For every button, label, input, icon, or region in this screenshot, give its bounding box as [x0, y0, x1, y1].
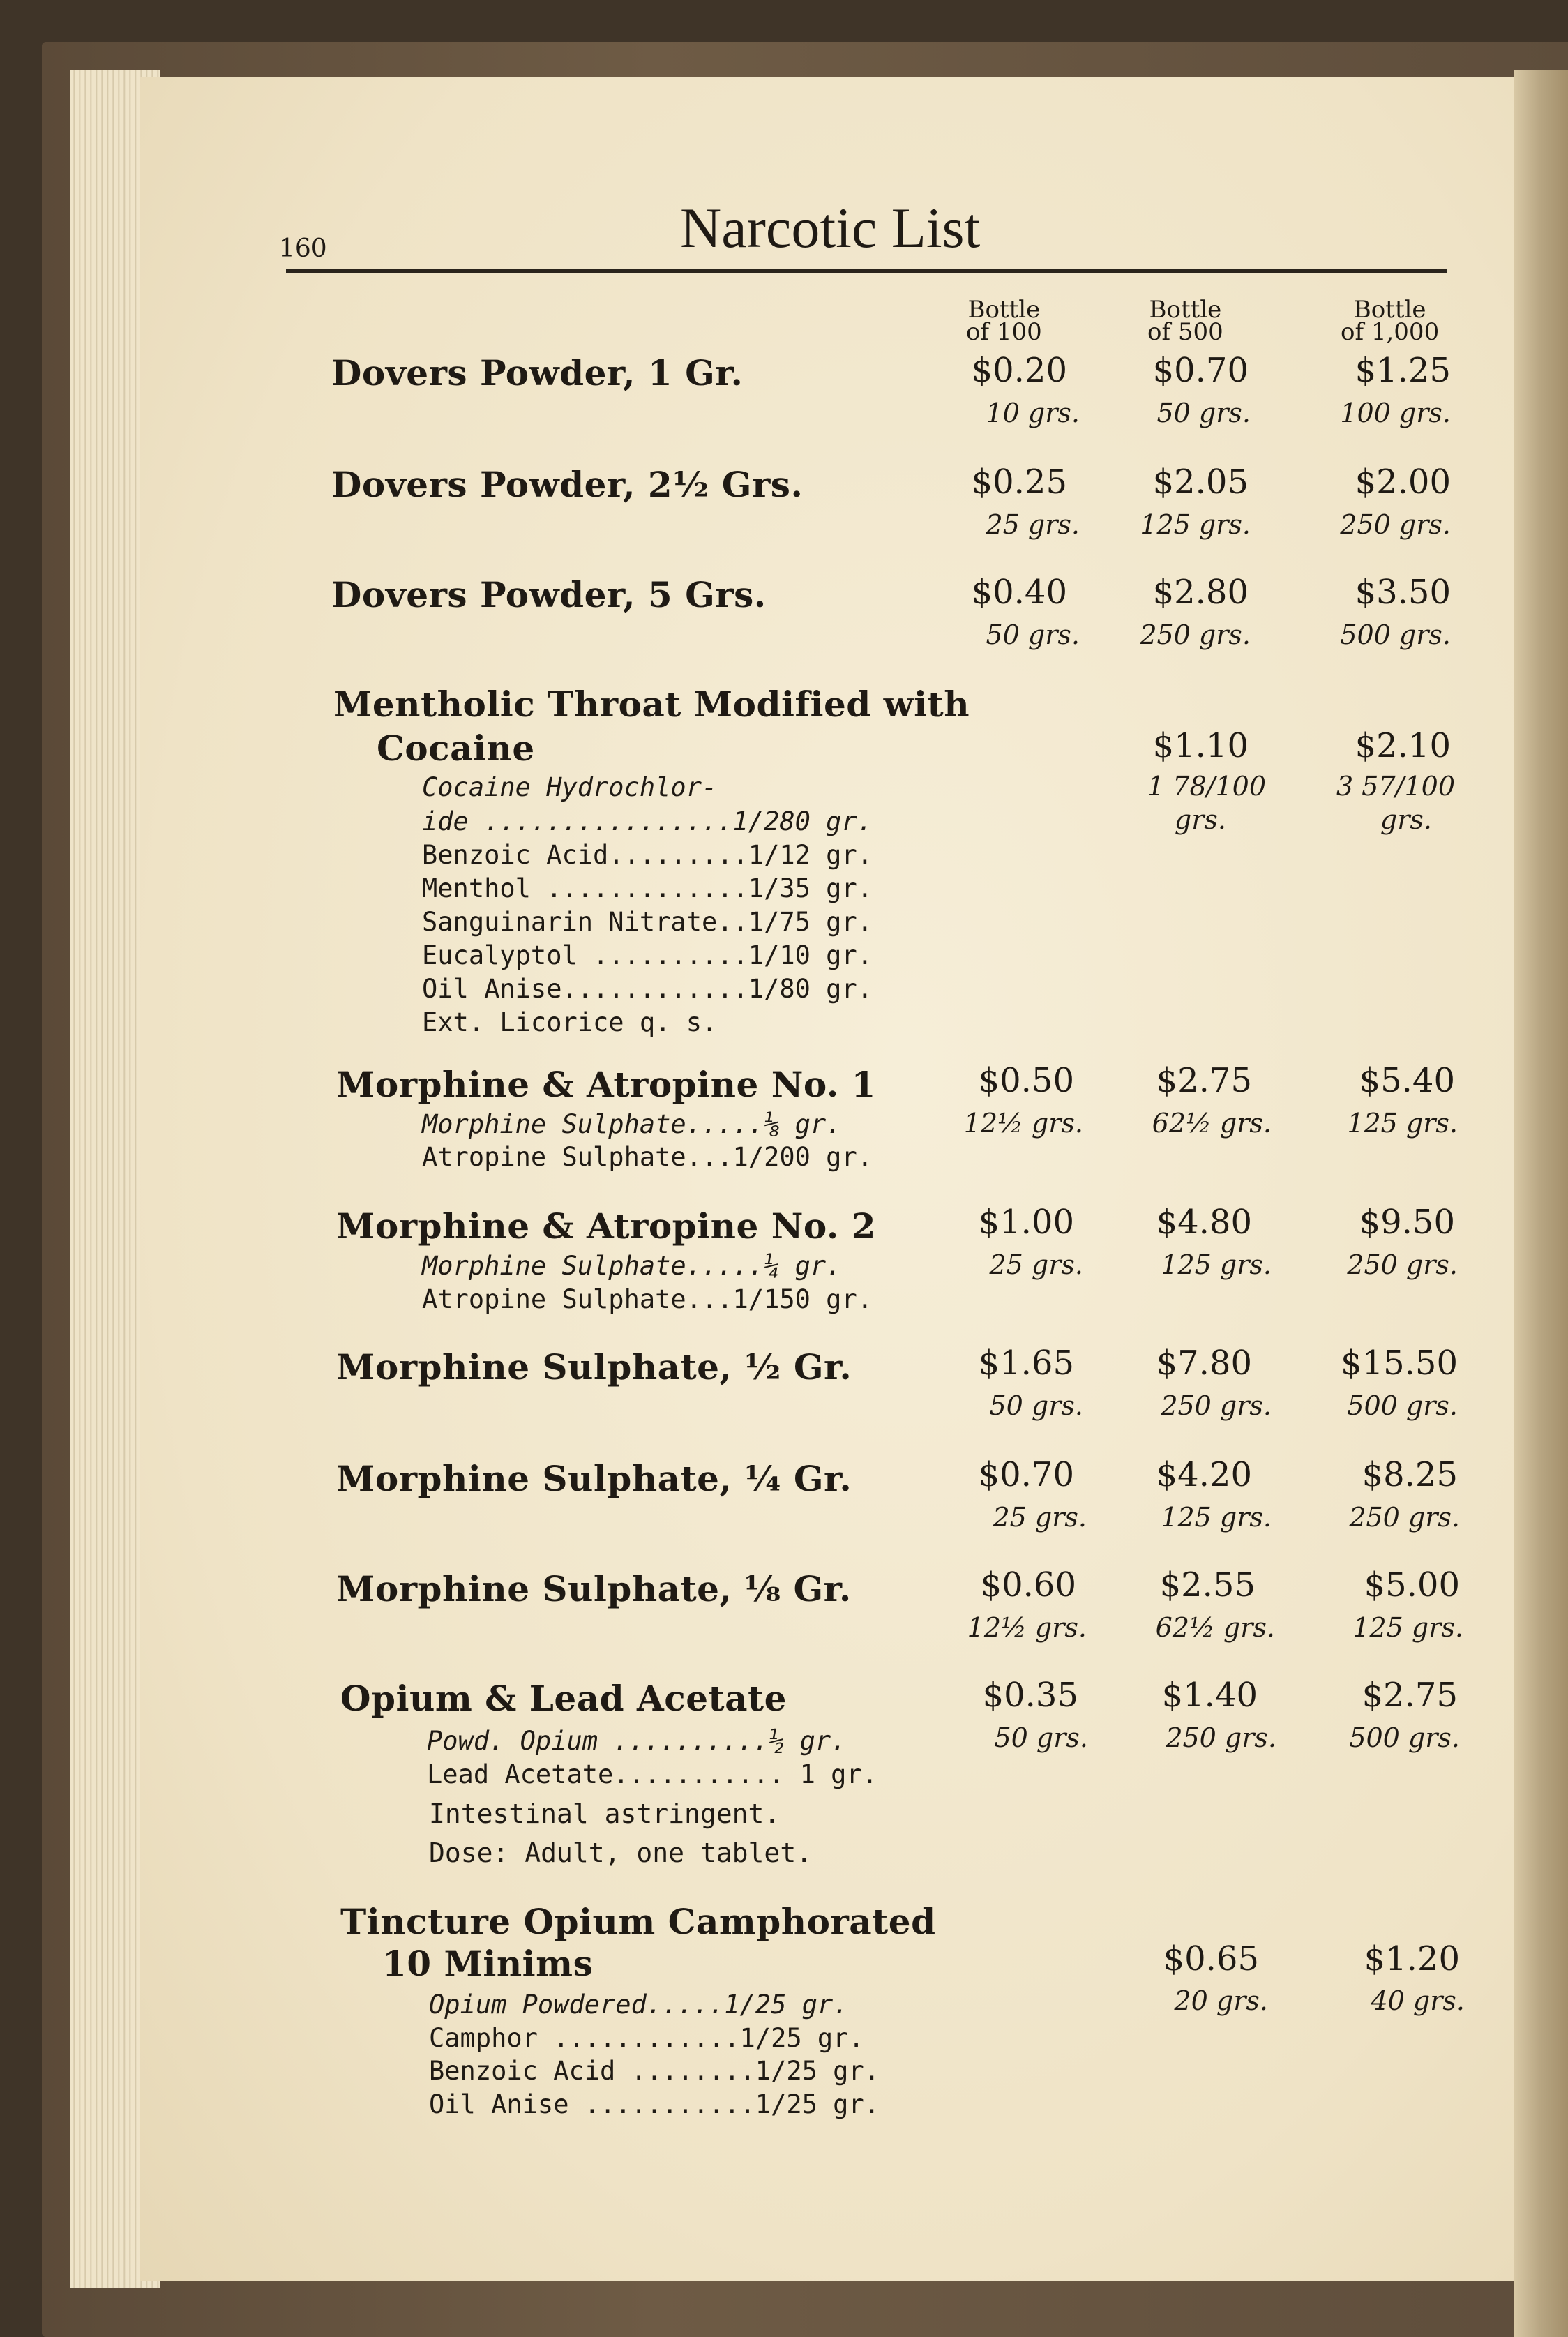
price-100: $0.20: [971, 351, 1067, 390]
grains-1000: 125 grs.: [1347, 1108, 1458, 1139]
ingredient-line: Benzoic Acid ........1/25 gr.: [429, 2056, 880, 2086]
price-100: $0.40: [971, 573, 1067, 612]
grains-1000: 250 grs.: [1349, 1502, 1460, 1533]
grains-100: 50 grs.: [994, 1722, 1088, 1753]
column-header-1000: Bottle of 1,000: [1341, 296, 1440, 346]
grains-100: 25 grs.: [989, 1249, 1083, 1280]
grains-1000: 500 grs.: [1347, 1390, 1458, 1421]
ingredient-line: Morphine Sulphate.....¼ gr.: [422, 1251, 842, 1281]
grains-1000: 100 grs.: [1340, 398, 1451, 428]
page-title: Narcotic List: [680, 196, 981, 260]
grains-100: 25 grs.: [986, 509, 1080, 540]
grains-500-unit: grs.: [1174, 804, 1226, 835]
grains-100: 12½ grs.: [963, 1108, 1083, 1139]
grains-100: 10 grs.: [986, 398, 1080, 428]
ingredient-line: Camphor ............1/25 gr.: [429, 2023, 864, 2053]
price-100: $1.65: [978, 1344, 1074, 1383]
grains-100: 25 grs.: [993, 1502, 1087, 1533]
price-100: $0.60: [980, 1565, 1076, 1605]
item-name: Dovers Powder, 1 Gr.: [331, 352, 744, 393]
price-500: $0.65: [1163, 1939, 1259, 1978]
item-name: Dovers Powder, 2½ Grs.: [331, 464, 804, 505]
price-500: $1.10: [1152, 726, 1249, 765]
ingredient-line: Morphine Sulphate.....⅛ gr.: [422, 1109, 842, 1139]
grains-500: 125 grs.: [1161, 1249, 1272, 1280]
grains-500: 250 grs.: [1161, 1390, 1272, 1421]
grains-500: 62½ grs.: [1152, 1108, 1272, 1139]
price-1000: $5.40: [1359, 1061, 1455, 1100]
grains-1000: 250 grs.: [1340, 509, 1451, 540]
ingredient-line: Sanguinarin Nitrate..1/75 gr.: [422, 907, 873, 937]
price-500: $0.70: [1152, 351, 1249, 390]
grains-100: 12½ grs.: [967, 1612, 1087, 1643]
price-1000: $2.00: [1355, 463, 1451, 502]
item-name: Morphine Sulphate, ¼ Gr.: [336, 1458, 852, 1499]
ingredient-line: Ext. Licorice q. s.: [422, 1007, 718, 1037]
price-1000: $3.50: [1355, 573, 1451, 612]
price-1000: $1.20: [1364, 1939, 1460, 1978]
price-500: $7.80: [1156, 1344, 1252, 1383]
ingredient-line: Atropine Sulphate...1/150 gr.: [422, 1284, 873, 1314]
grains-500: 20 grs.: [1174, 1985, 1268, 2016]
price-500: $2.05: [1152, 463, 1249, 502]
grains-1000: 250 grs.: [1347, 1249, 1458, 1280]
price-100: $0.50: [978, 1061, 1074, 1100]
column-header-100: Bottle of 100: [966, 296, 1042, 346]
price-500: $2.75: [1156, 1061, 1252, 1100]
price-1000: $9.50: [1359, 1203, 1455, 1242]
price-500: $1.40: [1161, 1676, 1258, 1715]
price-1000: $8.25: [1362, 1455, 1458, 1494]
note-line: Intestinal astringent.: [429, 1798, 781, 1829]
grains-500: 50 grs.: [1156, 398, 1251, 428]
ingredient-line: Oil Anise............1/80 gr.: [422, 974, 873, 1004]
price-1000: $15.50: [1341, 1344, 1458, 1383]
grains-500: 1 78/100: [1147, 771, 1266, 802]
price-500: $4.20: [1156, 1455, 1252, 1494]
price-1000: $1.25: [1355, 351, 1451, 390]
ingredient-line: Lead Acetate........... 1 gr.: [427, 1759, 878, 1789]
column-header-500: Bottle of 500: [1147, 296, 1223, 346]
price-100: $0.25: [971, 463, 1067, 502]
grains-500: 125 grs.: [1140, 509, 1251, 540]
item-name: Morphine Sulphate, ½ Gr.: [336, 1346, 852, 1388]
grains-1000: 40 grs.: [1371, 1985, 1465, 2016]
ingredient-line: Opium Powdered.....1/25 gr.: [429, 1990, 849, 2020]
ingredient-line: Menthol .............1/35 gr.: [422, 873, 873, 903]
note-line: Dose: Adult, one tablet.: [429, 1838, 813, 1868]
price-100: $1.00: [978, 1203, 1074, 1242]
grains-500: 250 grs.: [1140, 619, 1251, 650]
price-500: $2.80: [1152, 573, 1249, 612]
grains-100: 50 grs.: [986, 619, 1080, 650]
grains-1000: 3 57/100: [1336, 771, 1455, 802]
price-100: $0.70: [978, 1455, 1074, 1494]
grains-1000: 125 grs.: [1352, 1612, 1463, 1643]
item-name: Morphine Sulphate, ⅛ Gr.: [336, 1568, 852, 1609]
item-name-line2: 10 Minims: [382, 1943, 594, 1984]
price-500: $2.55: [1159, 1565, 1256, 1605]
item-name-line2: Cocaine: [377, 728, 535, 769]
item-name: Morphine & Atropine No. 1: [336, 1064, 876, 1105]
header-rule: [286, 269, 1447, 273]
ingredient-line: Oil Anise ...........1/25 gr.: [429, 2089, 880, 2119]
item-name-line1: Mentholic Throat Modified with: [333, 684, 970, 725]
ingredient-line: Atropine Sulphate...1/200 gr.: [422, 1142, 873, 1172]
grains-1000: 500 grs.: [1340, 619, 1451, 650]
ingredient-line: Eucalyptol ..........1/10 gr.: [422, 940, 873, 970]
item-name: Morphine & Atropine No. 2: [336, 1205, 876, 1247]
price-500: $4.80: [1156, 1203, 1252, 1242]
price-1000: $5.00: [1364, 1565, 1460, 1605]
grains-1000-unit: grs.: [1380, 804, 1432, 835]
ingredient-line: Cocaine Hydrochlor-: [422, 772, 718, 802]
item-name-line1: Tincture Opium Camphorated: [340, 1901, 936, 1942]
page-number: 160: [279, 234, 327, 263]
grains-500: 62½ grs.: [1155, 1612, 1275, 1643]
ingredient-line: Benzoic Acid.........1/12 gr.: [422, 840, 873, 870]
book-gutter: [1514, 70, 1568, 2337]
grains-1000: 500 grs.: [1349, 1722, 1460, 1753]
grains-100: 50 grs.: [989, 1390, 1083, 1421]
item-name: Dovers Powder, 5 Grs.: [331, 574, 767, 615]
ingredient-line: Powd. Opium ..........½ gr.: [427, 1726, 847, 1756]
ingredient-line: ide ................1/280 gr.: [422, 806, 873, 836]
price-1000: $2.10: [1355, 726, 1451, 765]
price-100: $0.35: [982, 1676, 1078, 1715]
item-name: Opium & Lead Acetate: [340, 1678, 787, 1719]
price-1000: $2.75: [1362, 1676, 1458, 1715]
grains-500: 125 grs.: [1161, 1502, 1272, 1533]
book-page: [140, 77, 1535, 2281]
grains-500: 250 grs.: [1166, 1722, 1276, 1753]
